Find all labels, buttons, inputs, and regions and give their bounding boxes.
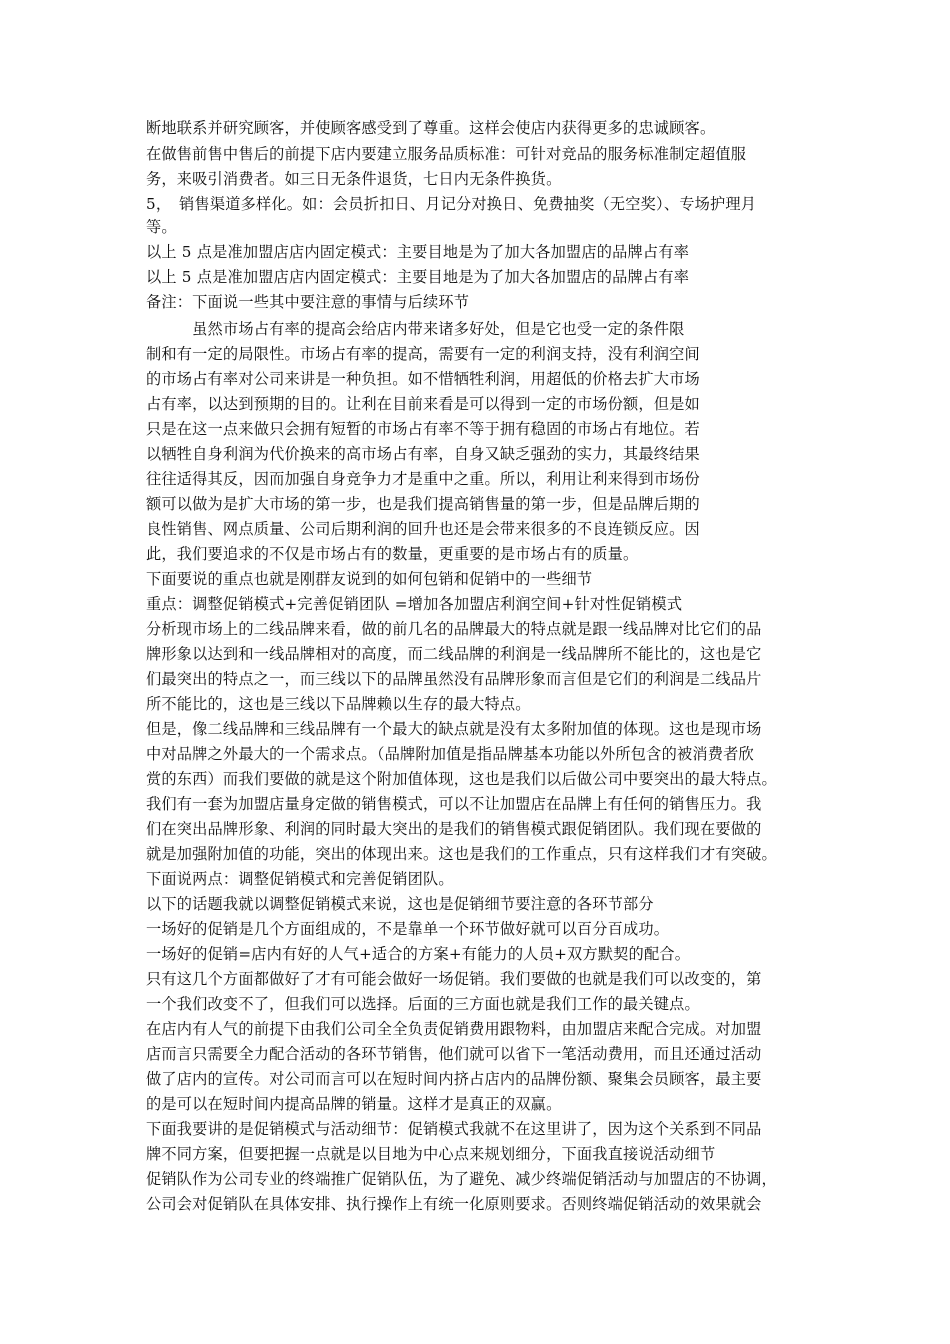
text-line: 虽然市场占有率的提高会给店内带来诸多好处，但是它也受一定的条件限: [146, 320, 685, 338]
text-line: 额可以做为是扩大市场的第一步，也是我们提高销售量的第一步，但是品牌后期的: [146, 495, 700, 513]
text-line: 牌形象以达到和一线品牌相对的高度，而二线品牌的利润是一线品牌所不能比的，这也是它: [146, 645, 762, 663]
text-line: 的是可以在短时间内提高品牌的销量。这样才是真正的双赢。: [146, 1095, 562, 1113]
text-line: 就是加强附加值的功能，突出的体现出来。这也是我们的工作重点，只有这样我们才有突破。: [146, 845, 777, 863]
text-line: 在店内有人气的前提下由我们公司全全负责促销费用跟物料，由加盟店来配合完成。对加盟: [146, 1020, 762, 1038]
text-line: 以下的话题我就以调整促销模式来说，这也是促销细节要注意的各环节部分: [146, 895, 654, 913]
text-line: 往往适得其反，因而加强自身竞争力才是重中之重。所以，利用让利来得到市场份: [146, 470, 700, 488]
text-line: 促销队作为公司专业的终端推广促销队伍，为了避免、减少终端促销活动与加盟店的不协调，: [146, 1170, 777, 1188]
text-line: 中对品牌之外最大的一个需求点。（品牌附加值是指品牌基本功能以外所包含的被消费者欣: [146, 745, 754, 763]
text-line: 我们有一套为加盟店量身定做的销售模式，可以不让加盟店在品牌上有任何的销售压力。我: [146, 795, 762, 813]
text-line: 以上 5 点是准加盟店店内固定模式：主要目地是为了加大各加盟店的品牌占有率: [146, 243, 690, 261]
text-line: 做了店内的宣传。对公司而言可以在短时间内挤占店内的品牌份额、聚集会员顾客，最主要: [146, 1070, 762, 1088]
text-line: 店而言只需要全力配合活动的各环节销售，他们就可以省下一笔活动费用，而且还通过活动: [146, 1045, 762, 1063]
text-line: 但是，像二线品牌和三线品牌有一个最大的缺点就是没有太多附加值的体现。这也是现市场: [146, 720, 762, 738]
text-line: 占有率，以达到预期的目的。让利在目前来看是可以得到一定的市场份额，但是如: [146, 395, 700, 413]
text-line: 良性销售、网点质量、公司后期利润的回升也还是会带来很多的不良连锁反应。因: [146, 520, 700, 538]
text-line: 重点：调整促销模式+完善促销团队 =增加各加盟店利润空间+针对性促销模式: [146, 595, 683, 613]
text-line: 以牺牲自身利润为代价换来的高市场占有率，自身又缺乏强劲的实力，其最终结果: [146, 445, 700, 463]
text-line: 只有这几个方面都做好了才有可能会做好一场促销。我们要做的也就是我们可以改变的，第: [146, 970, 762, 988]
text-line: 备注：下面说一些其中要注意的事情与后续环节: [146, 293, 470, 311]
text-line: 公司会对促销队在具体安排、执行操作上有统一化原则要求。否则终端促销活动的效果就会: [146, 1195, 762, 1213]
text-line: 们在突出品牌形象、利润的同时最大突出的是我们的销售模式跟促销团队。我们现在要做的: [146, 820, 762, 838]
text-line: 5， 销售渠道多样化。如：会员折扣日、月记分对换日、免费抽奖（无空奖）、专场护理月: [146, 195, 757, 213]
text-line: 一场好的促销是几个方面组成的，不是靠单一个环节做好就可以百分百成功。: [146, 920, 670, 938]
text-line: 制和有一定的局限性。市场占有率的提高，需要有一定的利润支持，没有利润空间: [146, 345, 700, 363]
text-line: 一场好的促销=店内有好的人气+适合的方案+有能力的人员+双方默契的配合。: [146, 945, 691, 963]
text-line: 断地联系并研究顾客，并使顾客感受到了尊重。这样会使店内获得更多的忠诚顾客。: [146, 119, 716, 137]
text-line: 所不能比的，这也是三线以下品牌赖以生存的最大特点。: [146, 695, 531, 713]
text-line: 此，我们要追求的不仅是市场占有的数量，更重要的是市场占有的质量。: [146, 545, 639, 563]
text-line: 等。: [146, 218, 177, 236]
text-line: 下面我要讲的是促销模式与活动细节：促销模式我就不在这里讲了，因为这个关系到不同品: [146, 1120, 762, 1138]
text-line: 在做售前售中售后的前提下店内要建立服务品质标准：可针对竞品的服务标准制定超值服: [146, 145, 747, 163]
text-line: 们最突出的特点之一，而三线以下的品牌虽然没有品牌形象而言但是它们的利润是二线品片: [146, 670, 762, 688]
text-line: 只是在这一点来做只会拥有短暂的市场占有率不等于拥有稳固的市场占有地位。若: [146, 420, 700, 438]
text-line: 的市场占有率对公司来讲是一种负担。如不惜牺牲利润，用超低的价格去扩大市场: [146, 370, 700, 388]
text-line: 务，来吸引消费者。如三日无条件退货，七日内无条件换货。: [146, 170, 562, 188]
text-line: 赏的东西）而我们要做的就是这个附加值体现，这也是我们以后做公司中要突出的最大特点。: [146, 770, 777, 788]
text-line: 一个我们改变不了，但我们可以选择。后面的三方面也就是我们工作的最关键点。: [146, 995, 700, 1013]
text-line: 牌不同方案，但要把握一点就是以目地为中心点来规划细分，下面我直接说活动细节: [146, 1145, 716, 1163]
text-line: 下面说两点：调整促销模式和完善促销团队。: [146, 870, 454, 888]
text-line: 下面要说的重点也就是刚群友说到的如何包销和促销中的一些细节: [146, 570, 593, 588]
text-line: 以上 5 点是准加盟店店内固定模式：主要目地是为了加大各加盟店的品牌占有率: [146, 268, 690, 286]
text-line: 分析现市场上的二线品牌来看，做的前几名的品牌最大的特点就是跟一线品牌对比它们的品: [146, 620, 762, 638]
